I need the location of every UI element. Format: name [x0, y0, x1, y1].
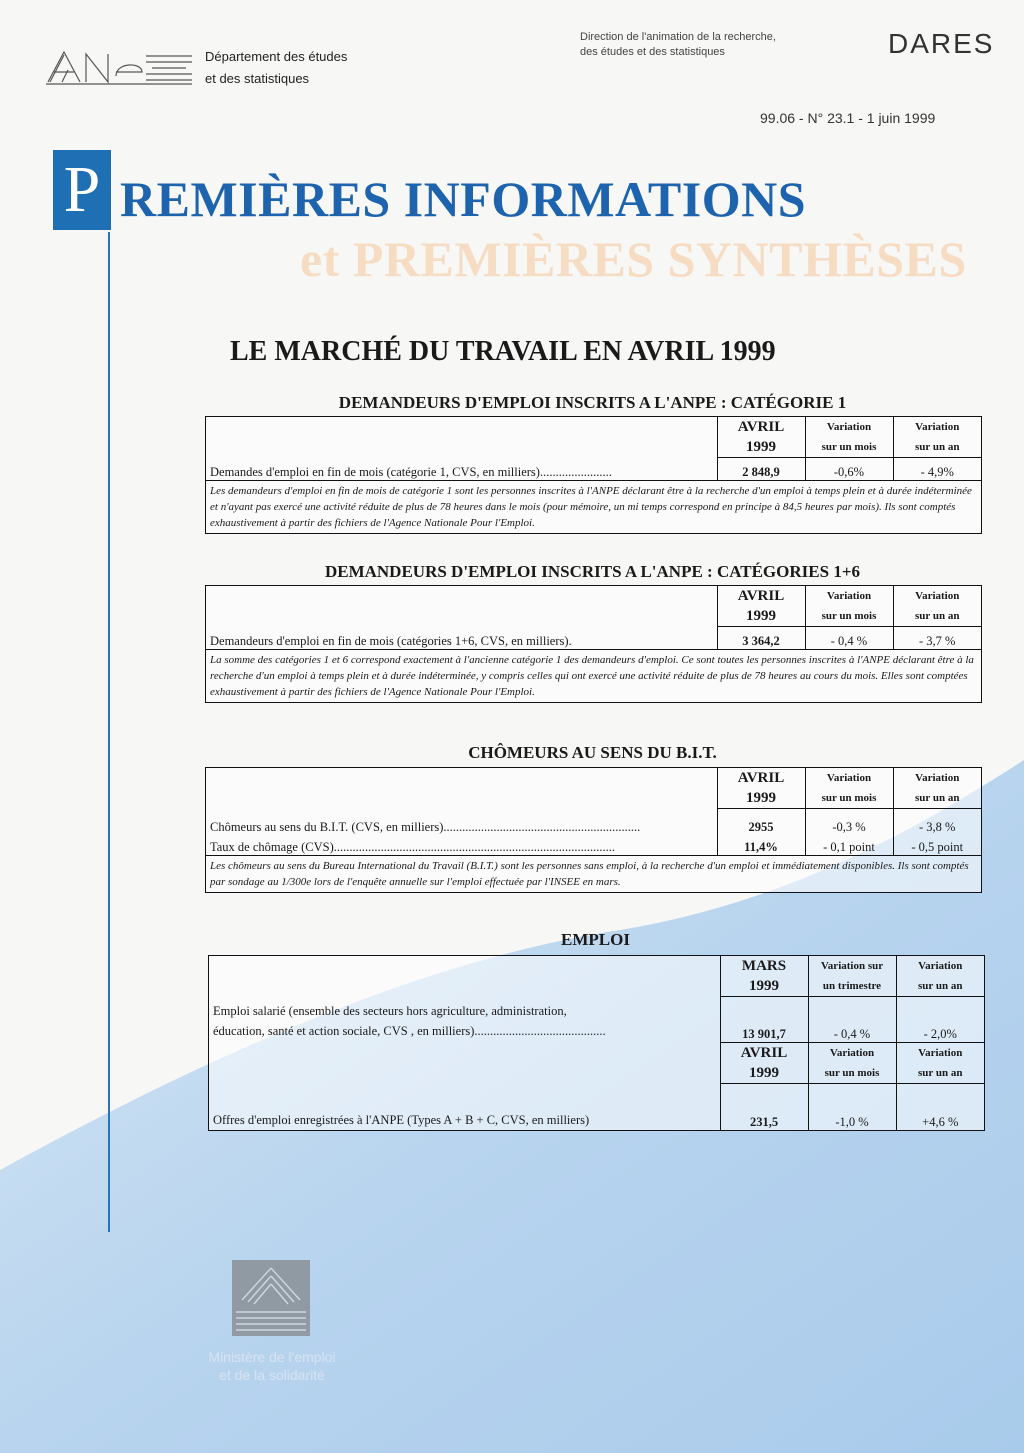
col-header: AVRIL: [737, 770, 785, 786]
row-variation-month: -0,6%: [805, 458, 893, 480]
ministry-label: [192, 1348, 352, 1384]
col-header: sur un an: [915, 792, 960, 804]
col-header: AVRIL: [740, 1045, 788, 1061]
row-variation-year: - 3,8 %: [893, 809, 981, 835]
row-variation-month: - 0,4 %: [805, 627, 893, 649]
row-value: 2 848,9: [717, 458, 805, 480]
col-header: 1999: [746, 439, 776, 455]
row-variation-month: - 0,1 point: [805, 835, 893, 855]
row-variation-month: -1,0 %: [808, 1084, 896, 1130]
col-header: sur un an: [918, 980, 963, 992]
col-header: AVRIL: [737, 588, 785, 604]
col-header: Variation: [915, 772, 960, 784]
direction-line2: des études et des statistiques: [580, 46, 725, 58]
ministry-line2: et de la solidarité: [219, 1367, 325, 1383]
col-header: AVRIL: [737, 419, 785, 435]
section-note: Les chômeurs au sens du Bureau International du Travail (B.I.T.) sont les personnes sans emploi, à la recherche d'un emploi et immédiatement disponibles. Ils sont comptés par sondage au 1/300e lors de l'enquête annuelle sur l'emploi effectuée par l'INSEE en mars.: [206, 855, 981, 892]
row-label: Demandeurs d'emploi en fin de mois (catégories 1+6, CVS, en milliers).: [210, 633, 572, 648]
col-header: Variation: [826, 590, 872, 602]
col-header: sur un an: [915, 441, 960, 453]
col-header: un trimestre: [822, 980, 882, 992]
col-header: sur un mois: [821, 610, 877, 622]
col-header: sur un mois: [821, 441, 877, 453]
col-header: sur un an: [918, 1067, 963, 1079]
row-label: Demandes d'emploi en fin de mois (catégorie 1, CVS, en milliers).......................: [210, 464, 612, 479]
col-header: sur un an: [915, 610, 960, 622]
col-header: Variation: [915, 421, 960, 433]
row-value: 13 901,7: [720, 997, 808, 1043]
department-line1: Département des études: [205, 49, 348, 64]
table-bit: [205, 767, 982, 893]
row-value: 11,4%: [717, 835, 805, 855]
col-header: Variation: [918, 960, 963, 972]
row-variation-year: +4,6 %: [896, 1084, 984, 1130]
col-header: Variation: [829, 1047, 875, 1059]
col-header: 1999: [749, 978, 779, 994]
row-label: Taux de chômage (CVS)..........................................................................................: [210, 839, 615, 854]
col-header: 1999: [749, 1065, 779, 1081]
table-cat1: [205, 416, 982, 534]
row-variation-year: - 2,0%: [896, 997, 984, 1043]
vertical-rule: [108, 232, 110, 1232]
col-header: Variation: [826, 421, 872, 433]
row-label-line2: éducation, santé et action sociale, CVS , en milliers)..........................................: [213, 1023, 606, 1038]
col-header: Variation: [918, 1047, 963, 1059]
section-note: Les demandeurs d'emploi en fin de mois de catégorie 1 sont les personnes inscrites à l'ANPE déclarant être à la recherche d'un emploi à temps plein et à durée indéterminée et n'ayant pas exercé une activité réduite de plus de 78 heures dans le mois (pour mémoire, un mi temps correspond en principe à 84,5 heures par mois). Ils sont comptés exhaustivement à partir des fichiers de l'Agence Nationale Pour l'Emploi.: [206, 480, 981, 533]
row-label: Chômeurs au sens du B.I.T. (CVS, en milliers)...............................................................: [210, 819, 641, 834]
row-label-line1: Emploi salarié (ensemble des secteurs hors agriculture, administration,: [213, 1003, 567, 1018]
dares-label: DARES: [888, 28, 995, 59]
row-variation-month: -0,3 %: [805, 809, 893, 835]
row-label: Offres d'emploi enregistrées à l'ANPE (Types A + B + C, CVS, en milliers): [213, 1112, 590, 1127]
row-value: 2955: [717, 809, 805, 835]
ministry-logo: [232, 1260, 310, 1336]
anpe-logo: [46, 46, 194, 86]
issue-number: 99.06 - N° 23.1 - 1 juin 1999: [760, 110, 936, 126]
section-note: La somme des catégories 1 et 6 correspond exactement à l'ancienne catégorie 1 des demandeurs d'emploi. Ce sont toutes les personnes inscrites à l'ANPE déclarant être à la recherche d'un emploi à temps plein et à durée indéterminée, y compris celles qui ont exercé une activité réduite de plus de 78 heures au cours du mois. Elles sont comptées exhaustivement à partir des fichiers de l'Agence Nationale Pour l'Emploi.: [206, 649, 981, 702]
col-header: Variation sur: [820, 960, 884, 972]
page-title: LE MARCHÉ DU TRAVAIL EN AVRIL 1999: [230, 336, 776, 367]
department-label: [205, 46, 347, 90]
col-header: sur un mois: [824, 1067, 880, 1079]
col-header: 1999: [746, 608, 776, 624]
row-value: 3 364,2: [717, 627, 805, 649]
direction-line1: Direction de l'animation de la recherche,: [580, 31, 776, 43]
row-variation-year: - 0,5 point: [893, 835, 981, 855]
section-title-emploi: EMPLOI: [561, 930, 630, 949]
title-line1: REMIÈRES INFORMATIONS: [120, 171, 807, 227]
row-variation-quarter: - 0,4 %: [808, 997, 896, 1043]
table-emploi: [208, 955, 985, 1131]
row-variation-year: - 4,9%: [893, 458, 981, 480]
col-header: Variation: [915, 590, 960, 602]
section-title-bit: CHÔMEURS AU SENS DU B.I.T.: [468, 743, 717, 762]
table-cat16: [205, 585, 982, 703]
section-title-cat16: DEMANDEURS D'EMPLOI INSCRITS A L'ANPE : CATÉGORIES 1+6: [324, 562, 861, 581]
ministry-line1: Ministère de l'emploi: [208, 1349, 336, 1365]
row-variation-year: - 3,7 %: [893, 627, 981, 649]
col-header: sur un mois: [821, 792, 877, 804]
title-line2: et PREMIÈRES SYNTHÈSES: [300, 231, 967, 287]
title-initial-box: P: [53, 150, 111, 230]
section-title-cat1: DEMANDEURS D'EMPLOI INSCRITS A L'ANPE : CATÉGORIE 1: [338, 393, 847, 412]
col-header: 1999: [746, 790, 776, 806]
direction-label: [580, 30, 776, 60]
row-value: 231,5: [720, 1084, 808, 1130]
col-header: Variation: [826, 772, 872, 784]
col-header: MARS: [741, 958, 787, 974]
department-line2: et des statistiques: [205, 71, 310, 86]
